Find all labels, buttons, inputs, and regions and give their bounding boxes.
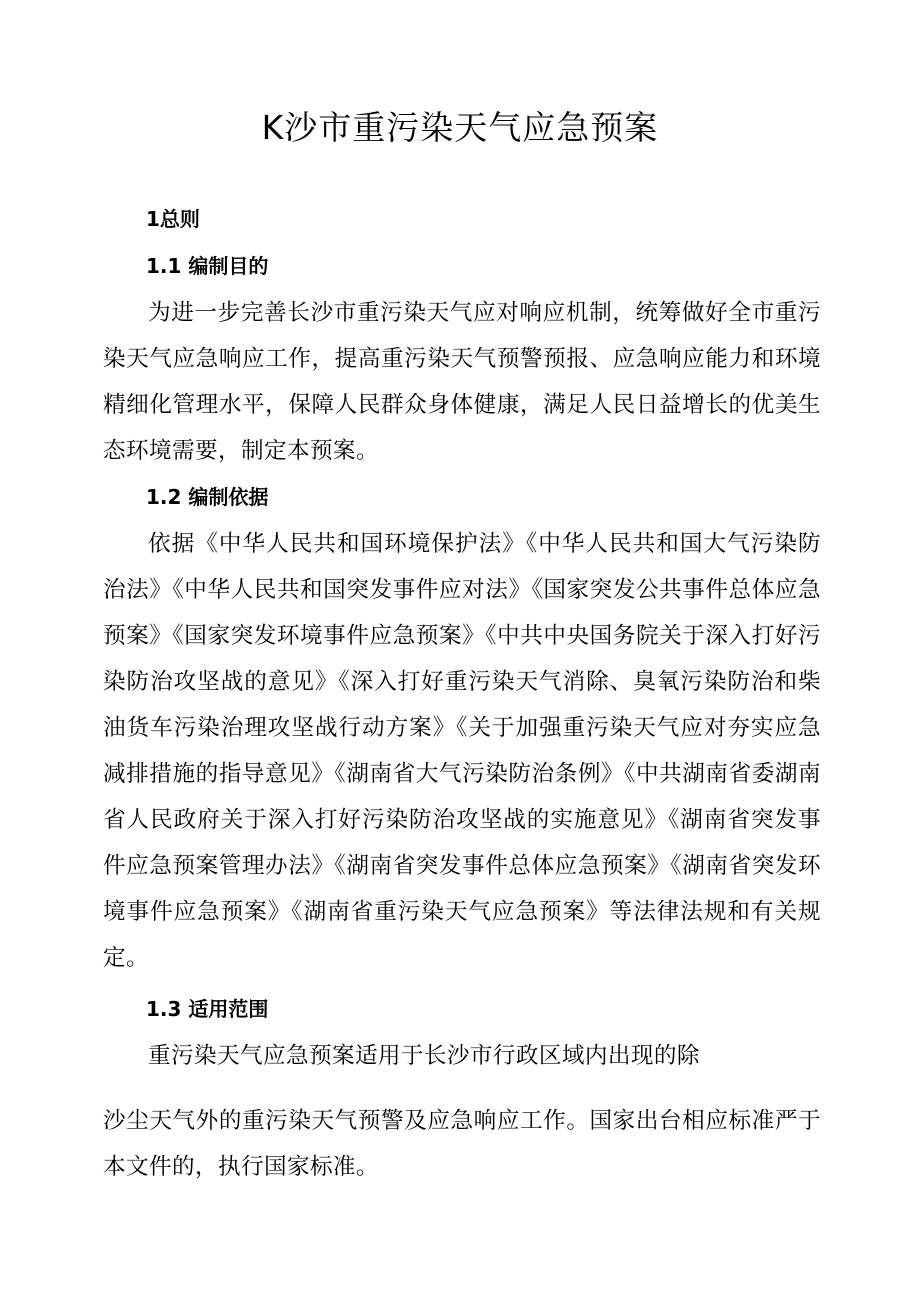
- paragraph-scope-line-2: 沙尘天气外的重污染天气预警及应急响应工作。国家出台相应标准严于本文件的，执行国家标准。: [103, 1108, 821, 1180]
- paragraph-purpose: 为进一步完善长沙市重污染天气应对响应机制，统筹做好全市重污染天气应急响应工作，提高重污染天气预警预报、应急响应能力和环境精细化管理水平，保障人民群众身体健康，满足人民日益增长的优美生态环境需要，制定本预案。: [103, 300, 821, 464]
- section-heading-1-3: 1.3 适用范围: [146, 997, 269, 1021]
- paragraph-basis: 依据《中华人民共和国环境保护法》《中华人民共和国大气污染防治法》《中华人民共和国突发事件应对法》《国家突发公共事件总体应急预案》《国家突发环境事件应急预案》《中共中央国务院关于深入打好污染防治攻坚战的意见》《深入打好重污染天气消除、臭氧污染防治和柴油货车污染治理攻坚战行动方案》《关于加强重污染天气应对夯实应急减排措施的指导意见》《湖南省大气污染防治条例》《中共湖南省委湖南省人民政府关于深入打好污染防治攻坚战的实施意见》《湖南省突发事件应急预案管理办法》《湖南省突发事件总体应急预案》《湖南省突发环境事件应急预案》《湖南省重污染天气应急预案》等法律法规和有关规定。: [103, 531, 821, 971]
- paragraph-scope-line-1: 重污染天气应急预案适用于长沙市行政区域内出现的除: [148, 1043, 700, 1069]
- section-heading-1-2: 1.2 编制依据: [146, 485, 269, 509]
- document-title: K沙市重污染天气应急预案: [261, 108, 659, 147]
- section-heading-1-1: 1.1 编制目的: [146, 254, 269, 278]
- section-heading-1: 1总则: [146, 207, 200, 231]
